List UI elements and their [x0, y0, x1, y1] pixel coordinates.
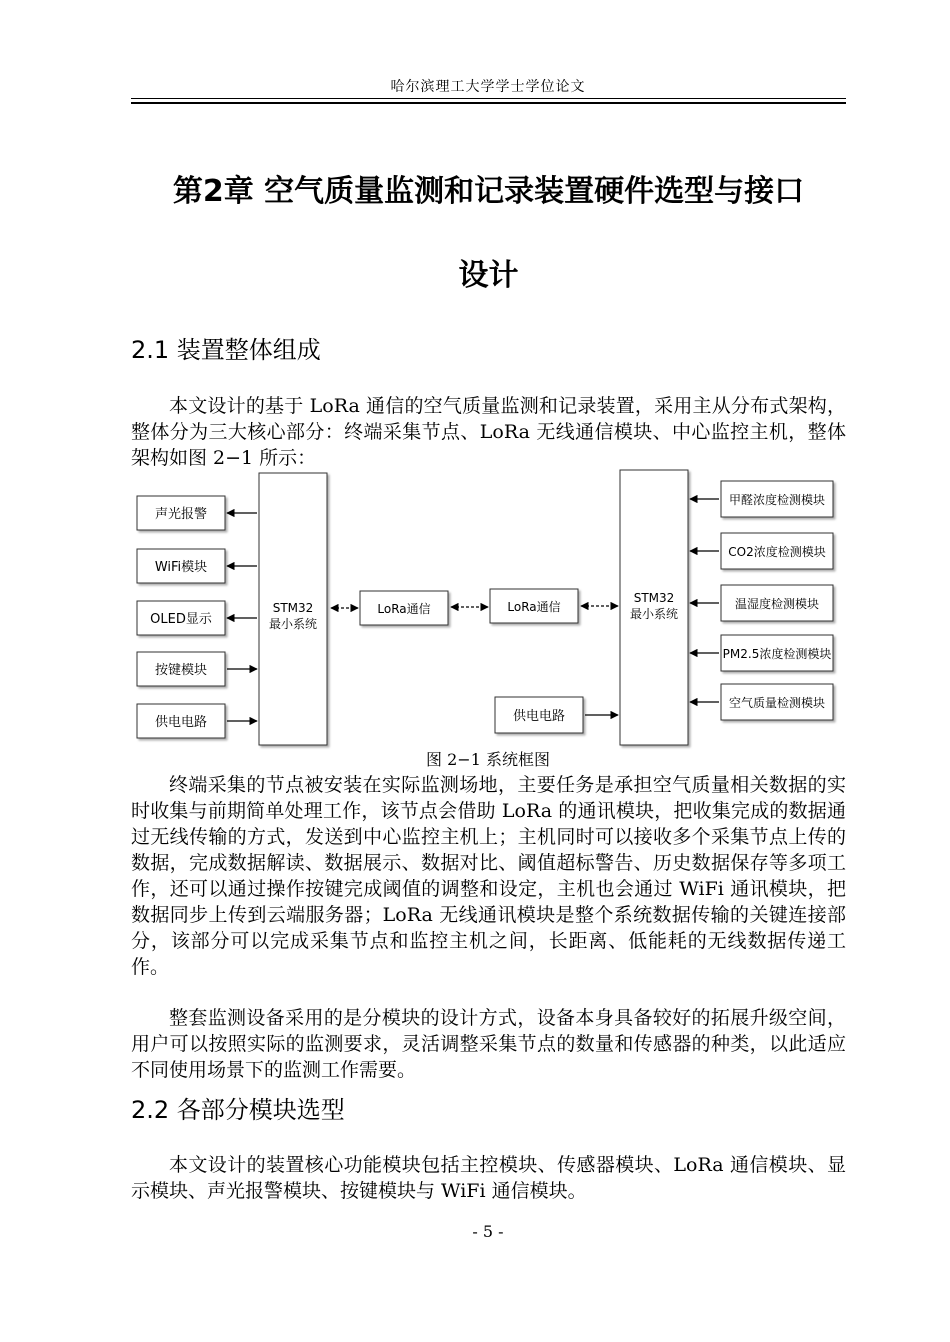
paragraph-modular-design: 整套监测设备采用的是分模块的设计方式，设备本身具备较好的拓展升级空间，用户可以按照实际的监测要求，灵活调整采集节点的数量和传感器的种类，以此适应不同使用场景下的监测工作需要。: [131, 1007, 846, 1081]
sensor-pm25: [721, 635, 833, 671]
section-heading-2-2: 2.2 各部分模块选型: [131, 1096, 345, 1124]
page-number: - 5 -: [472, 1222, 504, 1241]
lora-right-block: [490, 589, 578, 623]
paragraph-module-selection: 本文设计的装置核心功能模块包括主控模块、传感器模块、LoRa 通信模块、显示模块、声光报警模块、按键模块与 WiFi 通信模块。: [131, 1154, 846, 1202]
right-mcu-block: [620, 470, 688, 745]
system-block-diagram: [131, 465, 846, 750]
svg-text:STM32: STM32: [633, 591, 675, 605]
figure-caption: 图 2−1 系统框图: [426, 750, 550, 769]
svg-text:LoRa通信: LoRa通信: [507, 600, 561, 614]
sensor-air-quality: [721, 684, 833, 720]
svg-text:空气质量检测模块: 空气质量检测模块: [728, 696, 826, 710]
svg-text:PM2.5浓度检测模块: PM2.5浓度检测模块: [722, 647, 832, 661]
left-module-keys: [137, 652, 225, 686]
lora-left-block: [360, 591, 448, 625]
running-header: 哈尔滨理工大学学士学位论文: [390, 79, 586, 95]
svg-text:最小系统: 最小系统: [629, 607, 679, 621]
svg-text:声光报警: 声光报警: [154, 507, 208, 522]
header-rule-thick: [131, 102, 846, 104]
left-module-alarm: [137, 496, 225, 530]
chapter-title: [131, 150, 846, 318]
svg-text:按键模块: 按键模块: [154, 663, 208, 678]
svg-text:OLED显示: OLED显示: [150, 612, 212, 627]
svg-text:STM32: STM32: [272, 601, 314, 615]
svg-text:CO2浓度检测模块: CO2浓度检测模块: [728, 545, 826, 559]
left-module-power: [137, 704, 225, 738]
left-module-wifi: [137, 549, 225, 583]
svg-text:供电电路: 供电电路: [154, 715, 208, 730]
svg-text:LoRa通信: LoRa通信: [377, 602, 431, 616]
section-heading-2-1: 2.1 装置整体组成: [131, 336, 321, 364]
right-power-block: [495, 697, 583, 733]
sensor-temp-humidity: [721, 585, 833, 621]
chapter-title-line2: 设计: [458, 258, 519, 293]
left-mcu-block: [259, 473, 327, 745]
svg-text:温湿度检测模块: 温湿度检测模块: [734, 597, 820, 611]
svg-text:WiFi模块: WiFi模块: [154, 560, 208, 575]
svg-text:供电电路: 供电电路: [512, 709, 566, 724]
svg-text:甲醛浓度检测模块: 甲醛浓度检测模块: [728, 493, 826, 507]
header-rule-thin: [131, 98, 846, 99]
chapter-title-line1: 第2章 空气质量监测和记录装置硬件选型与接口: [172, 174, 805, 209]
left-module-oled: [137, 601, 225, 635]
svg-text:最小系统: 最小系统: [268, 617, 318, 631]
sensor-co2: [721, 533, 833, 569]
sensor-formaldehyde: [721, 481, 833, 517]
paragraph-intro: 本文设计的基于 LoRa 通信的空气质量监测和记录装置，采用主从分布式架构，整体分为三大核心部分：终端采集节点、LoRa 无线通信模块、中心监控主机，整体架构如图 2−1 所示：: [131, 395, 846, 469]
paragraph-system-description: 终端采集的节点被安装在实际监测场地，主要任务是承担空气质量相关数据的实时收集与前期简单处理工作，该节点会借助 LoRa 的通讯模块，把收集完成的数据通过无线传输的方式，发送到中心监控主机上；主机同时可以接收多个采集节点上传的数据，完成数据解读、数据展示、数据对比、阈值超标警告、历史数据保存等多项工作，还可以通过操作按键完成阈值的调整和设定，主机也会通过 WiFi 通讯模块，把数据同步上传到云端服务器；LoRa 无线通讯模块是整个系统数据传输的关键连接部分，该部分可以完成采集节点和监控主机之间，长距离、低能耗的无线数据传递工作。: [131, 774, 846, 978]
